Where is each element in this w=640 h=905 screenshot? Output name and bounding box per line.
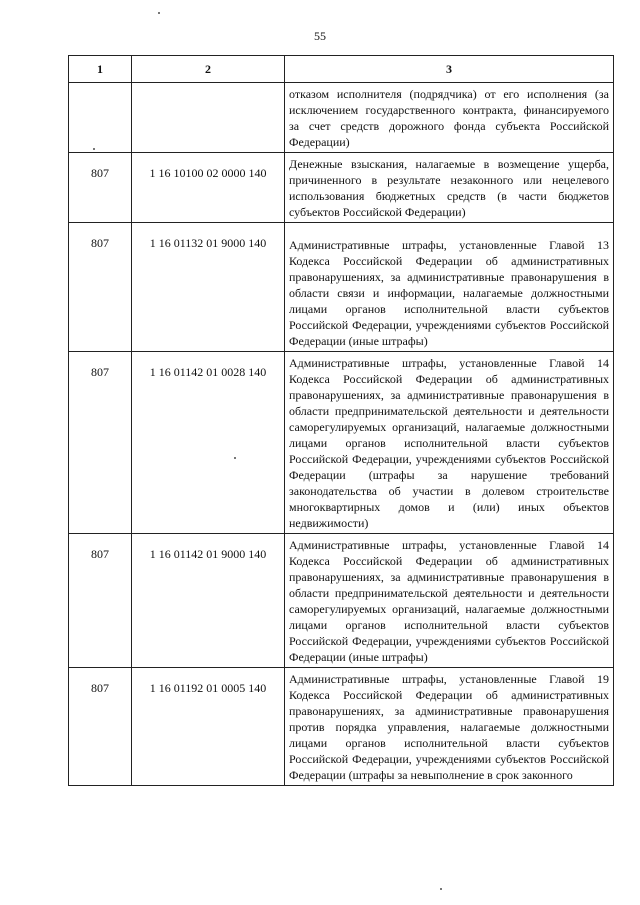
- kbk-code-cell: 1 16 01192 01 0005 140: [132, 668, 285, 786]
- table-row: [69, 668, 614, 786]
- scan-speck: [158, 12, 160, 14]
- scan-speck: [93, 148, 95, 150]
- scan-speck: [440, 888, 442, 890]
- table-row: [69, 534, 614, 668]
- admin-code-cell: 807: [69, 352, 132, 534]
- table-row: [69, 83, 614, 153]
- description-cell: Административные штрафы, установленные Главой 19 Кодекса Российской Федерации об административных правонарушениях, за административные правонарушения против порядка управления, налагаемые должностными лицами органов исполнительной власти субъектов Российской Федерации, учреждениями субъектов Российской Федерации (штрафы за невыполнение в срок законного: [285, 668, 614, 786]
- kbk-code-cell: 1 16 10100 02 0000 140: [132, 153, 285, 223]
- description-cell: Административные штрафы, установленные Главой 14 Кодекса Российской Федерации об административных правонарушениях, за административные правонарушения в области предпринимательской деятельности и деятельности саморегулируемых организаций, налагаемые должностными лицами органов исполнительной власти субъектов Российской Федерации, учреждениями субъектов Российской Федерации (иные штрафы): [285, 534, 614, 668]
- kbk-code-cell: 1 16 01132 01 9000 140: [132, 223, 285, 352]
- admin-code-cell: 807: [69, 534, 132, 668]
- table-row: [69, 352, 614, 534]
- admin-code-cell: [69, 83, 132, 153]
- budget-classification-table: [68, 55, 614, 786]
- kbk-code-cell: 1 16 01142 01 9000 140: [132, 534, 285, 668]
- kbk-code-cell: [132, 83, 285, 153]
- column-header-1: 1: [69, 56, 132, 83]
- table-row: [69, 223, 614, 352]
- column-header-2: 2: [132, 56, 285, 83]
- admin-code-cell: 807: [69, 668, 132, 786]
- kbk-code-cell: 1 16 01142 01 0028 140: [132, 352, 285, 534]
- page-number: 55: [314, 29, 326, 43]
- scan-speck: [234, 457, 236, 459]
- column-header-3: 3: [285, 56, 614, 83]
- admin-code-cell: 807: [69, 153, 132, 223]
- table-row: [69, 153, 614, 223]
- admin-code-cell: 807: [69, 223, 132, 352]
- table-header-row: [69, 56, 614, 83]
- description-cell: Денежные взыскания, налагаемые в возмещение ущерба, причиненного в результате незаконного или нецелевого использования бюджетных средств (в части бюджетов субъектов Российской Федерации): [285, 153, 614, 223]
- description-cell: отказом исполнителя (подрядчика) от его исполнения (за исключением государственного контракта, финансируемого за счет средств дорожного фонда субъекта Российской Федерации): [285, 83, 614, 153]
- description-cell: Административные штрафы, установленные Главой 14 Кодекса Российской Федерации об административных правонарушениях, за административные правонарушения в области предпринимательской деятельности и деятельности саморегулируемых организаций, налагаемые должностными лицами органов исполнительной власти субъектов Российской Федерации, учреждениями субъектов Российской Федерации (штрафы за нарушение требований законодательства об участии в долевом строительстве многоквартирных домов и (или) иных объектов недвижимости): [285, 352, 614, 534]
- description-cell: Административные штрафы, установленные Главой 13 Кодекса Российской Федерации об административных правонарушениях, за административные правонарушения в области связи и информации, налагаемые должностными лицами органов исполнительной власти субъектов Российской Федерации, учреждениями субъектов Российской Федерации (иные штрафы): [285, 223, 614, 352]
